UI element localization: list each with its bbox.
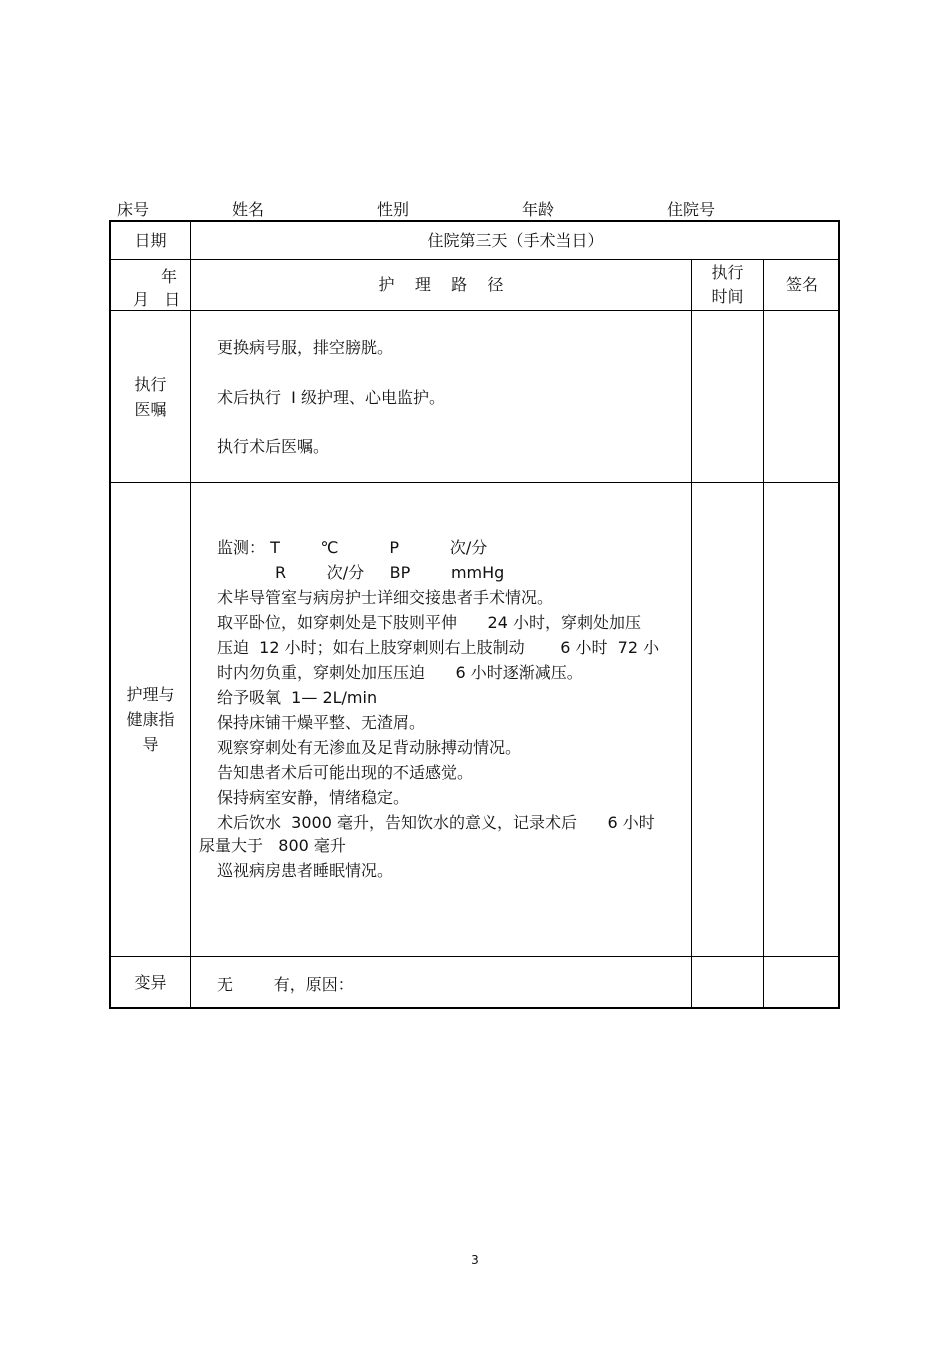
nursing-label: [111, 483, 190, 956]
nursing-line: 监测： T ℃ P 次/分: [217, 538, 488, 557]
nursing-label-line2: 健康指: [126, 710, 175, 729]
column-divider: [190, 222, 191, 1007]
order-line: 更换病号服，排空膀胱。: [217, 338, 394, 357]
column-divider: [691, 259, 692, 1007]
row-divider: [111, 482, 838, 483]
nursing-label-line1: 护理与: [126, 685, 175, 704]
day-title: 住院第三天（手术当日）: [427, 230, 604, 250]
nursing-line: 术毕导管室与病房护士详细交接患者手术情况。: [217, 588, 554, 607]
age-label: 年龄: [522, 200, 555, 219]
variation-text: 无 有，原因：: [217, 975, 354, 994]
exec-time-header-line2: 时间: [711, 287, 744, 306]
bed-number-label: 床号: [117, 200, 150, 219]
year-label: 年: [161, 267, 178, 286]
nursing-line: 给予吸氧 1— 2L/min: [217, 688, 378, 707]
orders-label: [111, 311, 190, 482]
nursing-line: 保持床铺干燥平整、无渣屑。: [217, 713, 426, 732]
nursing-line: 尿量大于 800 毫升: [199, 836, 346, 855]
nursing-line: 取平卧位，如穿刺处是下肢则平伸 24 小时，穿刺处加压: [217, 613, 641, 632]
admission-number-label: 住院号: [667, 200, 716, 219]
order-line: 术后执行 I 级护理、心电监护。: [217, 388, 445, 407]
nursing-line: 术后饮水 3000 毫升，告知饮水的意义，记录术后 6 小时: [217, 813, 655, 832]
nursing-line: 时内勿负重，穿刺处加压压迫 6 小时逐渐减压。: [217, 663, 583, 682]
patient-name-label: 姓名: [232, 200, 265, 219]
page-number: 3: [471, 1253, 479, 1267]
path-header: 护 理 路 径: [378, 275, 504, 295]
nursing-line: 保持病室安静，情绪稳定。: [217, 788, 410, 807]
date-label: 日期: [134, 230, 167, 250]
year-month-day-cell: [111, 260, 190, 310]
variation-label: 变异: [134, 973, 167, 993]
exec-time-header: [692, 260, 763, 310]
exec-time-header-line1: 执行: [711, 263, 744, 282]
orders-label-line2: 医嘱: [134, 399, 167, 419]
nursing-label-line3: 导: [142, 735, 159, 754]
nursing-line: R 次/分 BP mmHg: [275, 563, 505, 582]
orders-label-line1: 执行: [134, 374, 167, 394]
nursing-path-table: [109, 220, 840, 1009]
nursing-line: 观察穿刺处有无渗血及足背动脉搏动情况。: [217, 738, 522, 757]
nursing-line: 压迫 12 小时；如右上肢穿刺则右上肢制动 6 小时 72 小: [217, 638, 660, 657]
order-line: 执行术后医嘱。: [217, 437, 330, 456]
month-day-label: 月 日: [133, 290, 181, 309]
nursing-line: 巡视病房患者睡眠情况。: [217, 861, 394, 880]
signature-header: 签名: [785, 275, 818, 295]
column-divider: [763, 259, 764, 1007]
nursing-line: 告知患者术后可能出现的不适感觉。: [217, 763, 474, 782]
row-divider: [111, 310, 838, 311]
row-divider: [111, 956, 838, 957]
gender-label: 性别: [377, 200, 410, 219]
